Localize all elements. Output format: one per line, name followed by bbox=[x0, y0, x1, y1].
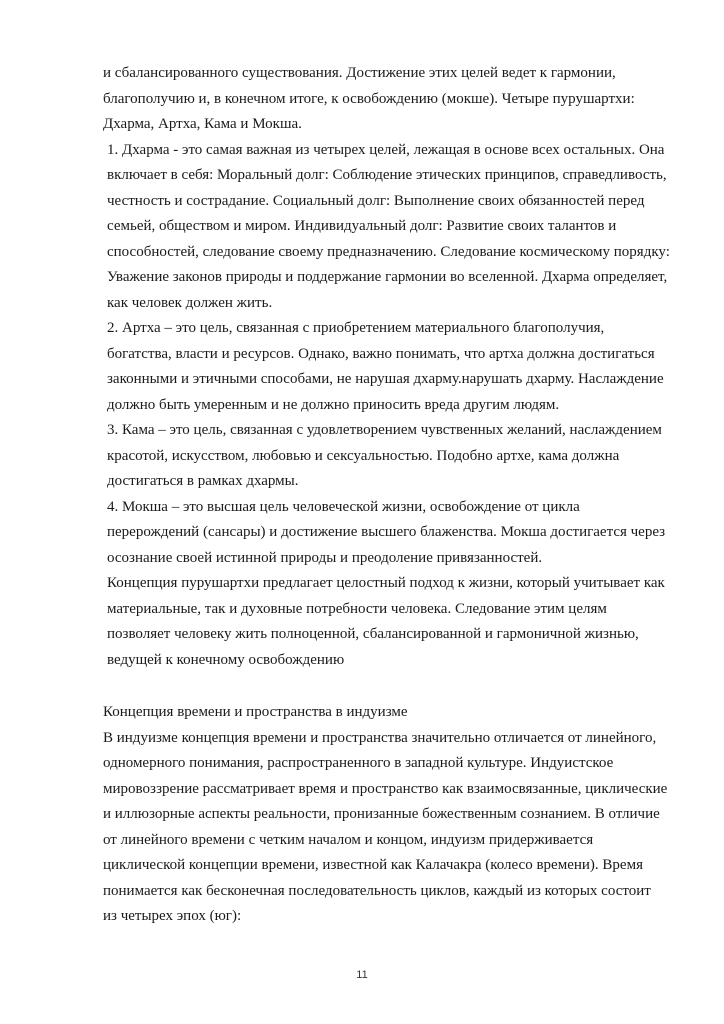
paragraph-dharma bbox=[103, 138, 688, 317]
text-line: Дхарма, Артха, Кама и Мокша. bbox=[103, 116, 302, 132]
text-line: способностей, следование своему предназначению. Следование космическому порядку: bbox=[107, 243, 670, 260]
text-line: одномерного понимания, распространенного в западной культуре. Индуистское bbox=[103, 755, 614, 771]
text-line: мировоззрение рассматривает время и пространство как взаимосвязанные, циклические bbox=[103, 780, 668, 797]
text-line: 2. Артха – это цель, связанная с приобретением материального благополучия, bbox=[107, 320, 605, 336]
paragraph-gap bbox=[103, 673, 688, 700]
text-line: осознание своей истинной природы и преодоление привязанностей. bbox=[107, 549, 543, 566]
text-line: включает в себя: Моральный долг: Соблюдение этических принципов, справедливость, bbox=[107, 167, 667, 183]
text-line: циклической концепции времени, известной как Калачакра (колесо времени). Время bbox=[103, 857, 643, 873]
text-line: честность и сострадание. Социальный долг: Выполнение своих обязанностей перед bbox=[107, 192, 645, 209]
text-line: от линейного времени с четким началом и концом, индуизм придерживается bbox=[103, 831, 594, 848]
paragraph-artha bbox=[103, 316, 688, 418]
text-line: перерождений (сансары) и достижение высшего блаженства. Мокша достигается через bbox=[107, 524, 666, 540]
text-line: понимается как бесконечная последовательность циклов, каждый из которых состоит bbox=[103, 882, 651, 899]
text-line: законными и этичными способами, не нарушая дхарму.нарушать дхарму. Наслаждение bbox=[107, 371, 664, 387]
text-line: материальные, так и духовные потребности человека. Следование этим целям bbox=[107, 600, 607, 617]
text-line: Уважение законов природы и поддержание гармонии во вселенной. Дхарма определяет, bbox=[107, 269, 668, 285]
text-line: и сбалансированного существования. Достижение этих целей ведет к гармонии, bbox=[103, 65, 616, 81]
text-line: 1. Дхарма - это самая важная из четырех целей, лежащая в основе всех остальных. Она bbox=[107, 141, 665, 158]
text-line: позволяет человеку жить полноценной, сбалансированной и гармоничной жизнью, bbox=[107, 626, 639, 642]
page-content bbox=[103, 61, 688, 930]
text-line: Концепция пурушартхи предлагает целостный подход к жизни, который учитывает как bbox=[107, 575, 665, 591]
text-line: 3. Кама – это цель, связанная с удовлетворением чувственных желаний, наслаждением bbox=[107, 422, 662, 438]
text-line: как человек должен жить. bbox=[107, 294, 273, 311]
text-line: семьей, обществом и миром. Индивидуальный долг: Развитие своих талантов и bbox=[107, 218, 617, 234]
paragraph-time-space bbox=[103, 726, 688, 930]
text-line: В индуизме концепция времени и пространства значительно отличается от линейного, bbox=[103, 729, 657, 746]
paragraph-kama bbox=[103, 418, 688, 495]
text-line: богатства, власти и ресурсов. Однако, важно понимать, что артха должна достигаться bbox=[107, 345, 655, 362]
paragraph-moksha bbox=[103, 495, 688, 572]
page-number: 11 bbox=[356, 969, 368, 981]
text-line: должно быть умеренным и не должно приносить вреда другим людям. bbox=[107, 396, 560, 413]
section-heading: Концепция времени и пространства в индуизме bbox=[103, 704, 408, 720]
text-line: 4. Мокша – это высшая цель человеческой жизни, освобождение от цикла bbox=[107, 498, 580, 515]
text-line: красотой, искусством, любовью и сексуальностью. Подобно артхе, кама должна bbox=[107, 447, 620, 464]
text-line: достигаться в рамках дхармы. bbox=[107, 473, 299, 489]
text-line: благополучию и, в конечном итоге, к освобождению (мокше). Четыре пурушартхи: bbox=[103, 90, 635, 107]
text-line: и иллюзорные аспекты реальности, пронизанные божественным сознанием. В отличие bbox=[103, 806, 660, 822]
text-line: ведущей к конечному освобождению bbox=[107, 651, 345, 668]
text-line: из четырех эпох (юг): bbox=[103, 908, 242, 924]
paragraph-intro bbox=[103, 61, 688, 138]
paragraph-purushartha-conclusion bbox=[103, 571, 688, 673]
